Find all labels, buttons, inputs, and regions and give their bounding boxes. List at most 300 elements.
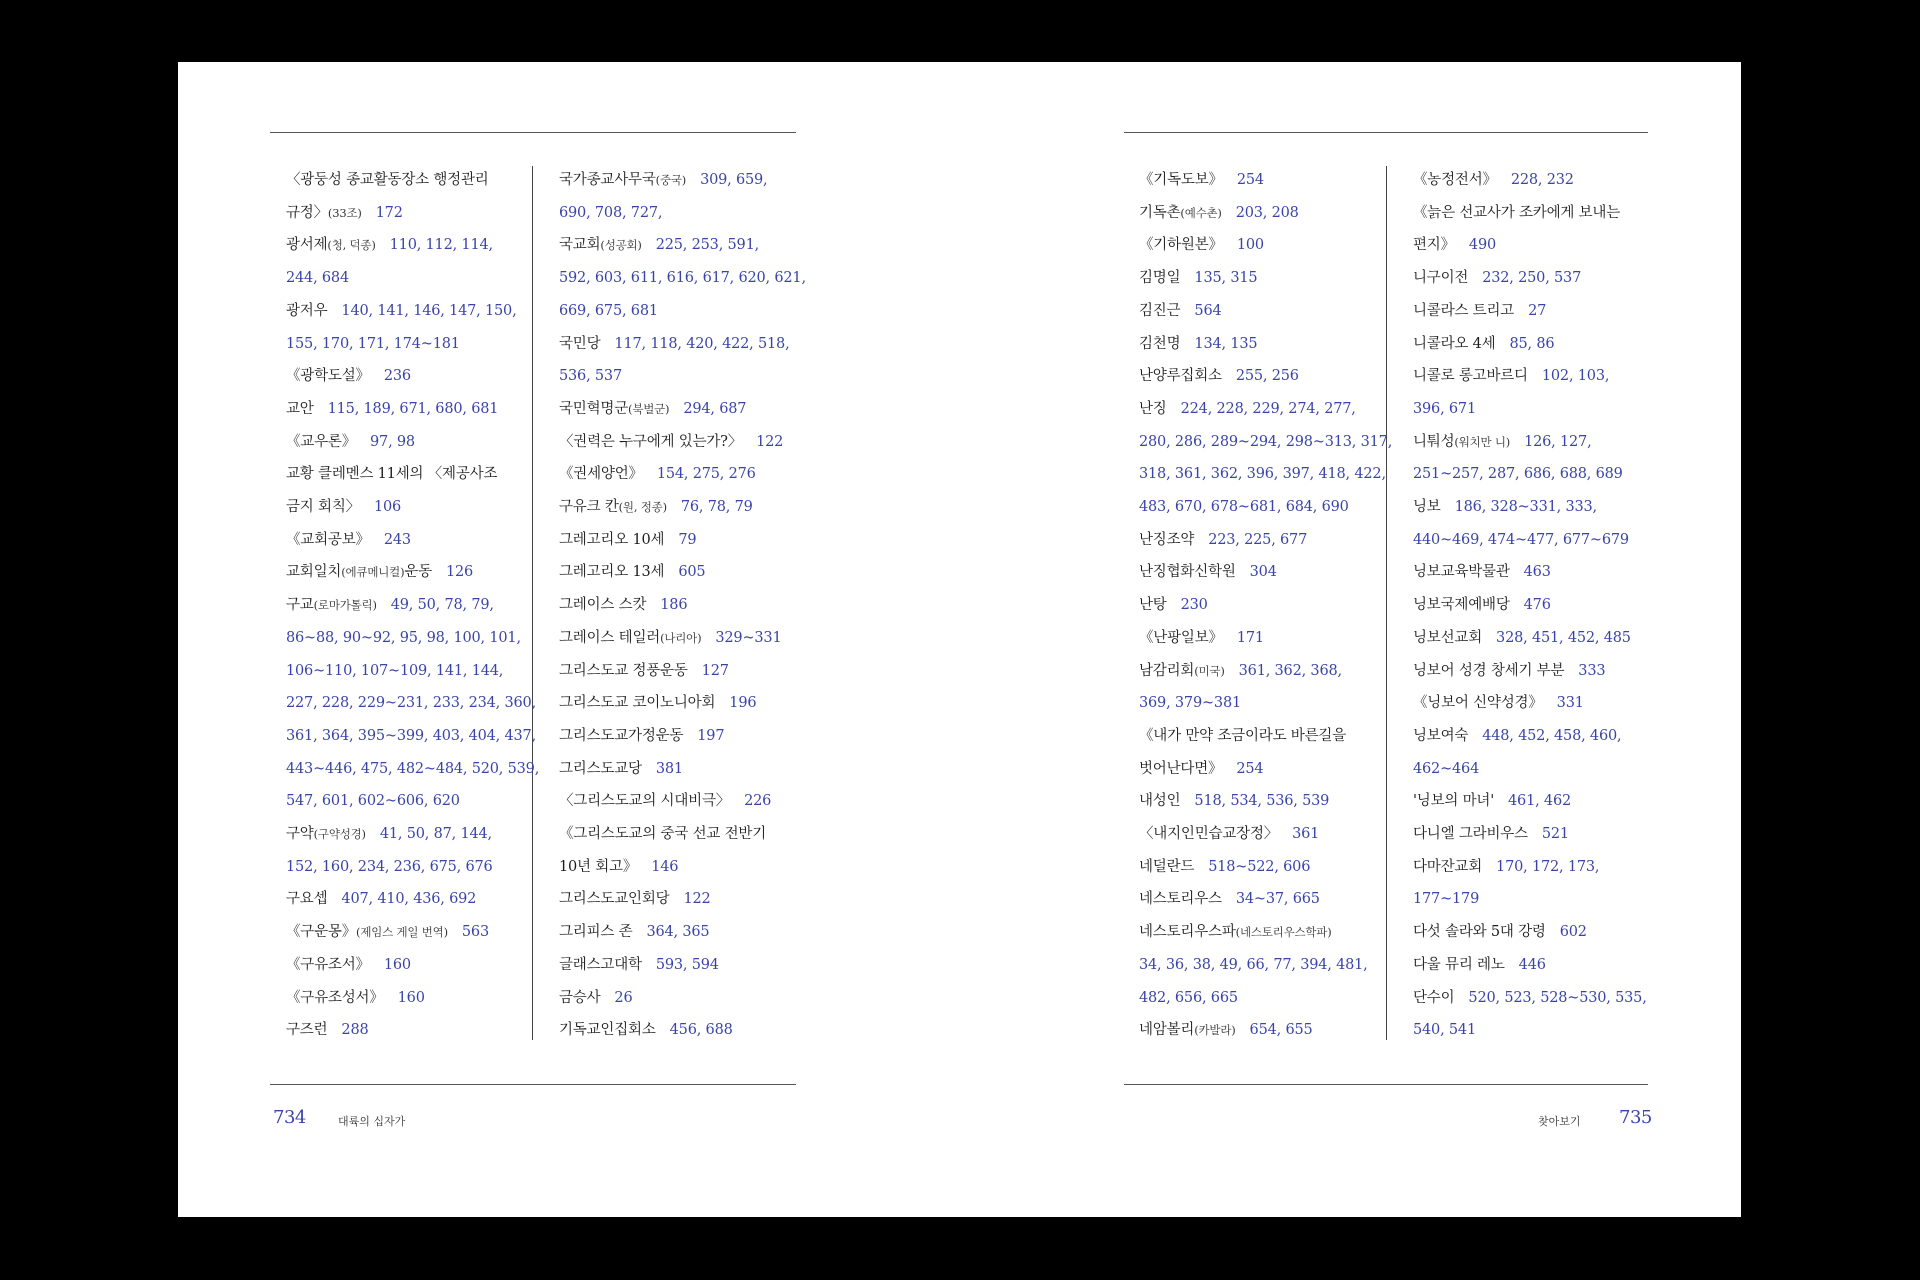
page-refs: 520, 523, 528~530, 535, <box>1468 989 1647 1006</box>
page-refs: 85, 86 <box>1509 335 1555 352</box>
index-term: 네암볼리 <box>1139 1022 1195 1039</box>
index-entry <box>286 982 546 1015</box>
index-term: 구요셉 <box>286 891 328 908</box>
index-entry <box>559 720 819 753</box>
index-entry <box>559 262 819 295</box>
page-refs: 518~522, 606 <box>1208 858 1311 875</box>
page-refs: 203, 208 <box>1235 204 1299 221</box>
index-entry <box>559 753 819 786</box>
index-entry <box>1139 295 1399 328</box>
index-term: 닝보 <box>1413 499 1441 516</box>
index-entry <box>559 687 819 720</box>
index-entry <box>286 851 546 884</box>
index-entry <box>1139 687 1399 720</box>
page-refs: 152, 160, 234, 236, 675, 676 <box>286 858 493 875</box>
index-qualifier: (33조) <box>327 205 362 220</box>
index-term: 《교우론》 <box>286 433 357 450</box>
index-term: 니콜라오 4세 <box>1413 335 1496 352</box>
page-refs: 690, 708, 727, <box>559 204 663 221</box>
page-refs: 407, 410, 436, 692 <box>341 891 477 908</box>
index-term: 벗어난다면》 <box>1139 760 1223 777</box>
index-qualifier: (카발라) <box>1194 1023 1236 1038</box>
index-term: 닝보선교회 <box>1413 629 1483 646</box>
index-term: 구약 <box>286 826 314 843</box>
index-entry <box>1413 982 1673 1015</box>
page-refs: 462~464 <box>1413 760 1480 777</box>
index-term: 김천명 <box>1139 335 1181 352</box>
index-entry <box>286 295 546 328</box>
index-qualifier: (성공회) <box>600 238 642 253</box>
index-term: 《구유조성서》 <box>286 989 384 1006</box>
page-refs: 172 <box>375 204 403 221</box>
page-refs: 254 <box>1236 760 1264 777</box>
index-entry <box>1139 622 1399 655</box>
index-qualifier: (로마가톨릭) <box>313 598 377 613</box>
index-term: 《기독도보》 <box>1139 172 1223 188</box>
page-refs: 461, 462 <box>1508 793 1572 810</box>
index-term: 김진근 <box>1139 302 1181 319</box>
page-refs: 170, 172, 173, <box>1496 858 1600 875</box>
index-entry <box>559 851 819 884</box>
page-refs: 361, 362, 368, <box>1238 662 1342 679</box>
index-term: 난양루집회소 <box>1139 368 1222 385</box>
index-entry <box>1139 556 1399 589</box>
index-entry <box>559 655 819 688</box>
index-term: 《그리스도교의 중국 선교 전반기 <box>559 826 767 843</box>
right-top-rule <box>1124 132 1648 133</box>
index-term: 〈광둥성 종교활동장소 행정관리 <box>286 172 489 188</box>
index-entry <box>1139 982 1399 1015</box>
page-refs: 106 <box>373 499 402 516</box>
left-col-2 <box>559 164 819 1047</box>
page-refs: 177~179 <box>1413 891 1480 908</box>
index-entry <box>559 785 819 818</box>
index-entry <box>286 491 546 524</box>
index-entry <box>1139 197 1399 230</box>
index-term: 구교 <box>286 597 314 614</box>
index-entry <box>286 589 546 622</box>
index-entry <box>1413 1014 1673 1047</box>
index-term: 그리스도교 코이노니아회 <box>559 695 716 712</box>
index-entry <box>1139 328 1399 361</box>
index-entry <box>559 426 819 459</box>
index-entry <box>1413 229 1673 262</box>
index-term: 《광학도설》 <box>286 368 370 385</box>
index-entry <box>286 328 546 361</box>
index-entry <box>1413 851 1673 884</box>
index-term: 김명일 <box>1139 270 1181 287</box>
index-term-suffix: 운동 <box>404 564 432 581</box>
page-refs: 126 <box>445 564 474 581</box>
page-refs: 225, 253, 591, <box>655 237 760 254</box>
index-term: 그레이스 스캇 <box>559 597 647 614</box>
page-refs: 160 <box>383 956 411 973</box>
index-qualifier: (에큐메니컬) <box>341 565 405 580</box>
index-qualifier: (제임스 게일 번역) <box>356 925 448 940</box>
index-term: 10년 회고》 <box>559 858 638 875</box>
index-entry <box>286 949 546 982</box>
index-entry <box>1139 655 1399 688</box>
index-entry <box>559 883 819 916</box>
index-entry <box>1413 393 1673 426</box>
page-refs: 102, 103, <box>1541 368 1610 385</box>
index-term: 《구유조서》 <box>286 956 370 973</box>
index-entry <box>286 360 546 393</box>
page-refs: 230 <box>1180 597 1208 614</box>
index-term: 금승사 <box>559 989 601 1006</box>
right-col-1 <box>1139 164 1399 1047</box>
page-refs: 243 <box>383 531 411 548</box>
index-entry <box>1413 720 1673 753</box>
index-entry <box>1413 589 1673 622</box>
index-entry <box>559 328 819 361</box>
page-refs: 34~37, 665 <box>1235 891 1320 908</box>
index-term: 《구운몽》 <box>286 924 357 941</box>
page-refs: 34, 36, 38, 49, 66, 77, 394, 481, <box>1139 956 1368 973</box>
page-refs: 369, 379~381 <box>1139 695 1241 712</box>
index-entry <box>559 164 819 197</box>
page-refs: 605 <box>678 564 706 581</box>
page-refs: 251~257, 287, 686, 688, 689 <box>1413 466 1623 483</box>
index-qualifier: (예수촌) <box>1180 205 1222 220</box>
index-term: 그리스도교당 <box>559 760 642 777</box>
page-refs: 26 <box>614 989 633 1006</box>
index-term: 편지》 <box>1413 237 1455 254</box>
page-refs: 86~88, 90~92, 95, 98, 100, 101, <box>286 629 521 646</box>
index-term: 《권세양언》 <box>559 466 643 483</box>
page-refs: 396, 671 <box>1413 400 1476 417</box>
index-qualifier: (청, 덕종) <box>327 238 376 253</box>
index-term: 닝보여숙 <box>1413 727 1469 744</box>
index-entry <box>559 1014 819 1047</box>
index-entry <box>559 393 819 426</box>
page-refs: 186 <box>660 597 688 614</box>
page-refs: 463 <box>1523 564 1551 581</box>
index-entry <box>286 655 546 688</box>
index-term: 교황 클레멘스 11세의 〈제공사조 <box>286 466 498 483</box>
page-refs: 547, 601, 602~606, 620 <box>286 793 460 810</box>
index-entry <box>286 393 546 426</box>
index-term: 난탕 <box>1139 597 1167 614</box>
index-entry <box>1139 229 1399 262</box>
index-term: 다울 뮤리 레노 <box>1413 956 1505 973</box>
index-qualifier: (원, 정종) <box>618 500 667 515</box>
index-term: 다마잔교회 <box>1413 858 1483 875</box>
index-term: 기독촌 <box>1139 204 1181 221</box>
index-entry <box>286 458 546 491</box>
index-term: 다섯 솔라와 5대 강령 <box>1413 924 1546 941</box>
page-refs: 448, 452, 458, 460, <box>1482 727 1622 744</box>
index-entry <box>1413 818 1673 851</box>
index-term: 국교회 <box>559 237 601 254</box>
page-refs: 592, 603, 611, 616, 617, 620, 621, <box>559 270 806 287</box>
page-refs: 654, 655 <box>1249 1022 1313 1039</box>
index-entry <box>1139 426 1399 459</box>
index-term: 그리스도교 정풍운동 <box>559 662 688 679</box>
index-entry <box>1139 262 1399 295</box>
index-entry <box>1139 720 1399 753</box>
page-refs: 563 <box>461 924 489 941</box>
page-refs: 227, 228, 229~231, 233, 234, 360, <box>286 695 536 712</box>
index-term: 난징조약 <box>1139 531 1195 548</box>
page-refs: 329~331 <box>715 629 782 646</box>
left-running-title: 대륙의 십자가 <box>338 1115 406 1128</box>
page-refs: 476 <box>1523 597 1551 614</box>
left-bottom-rule <box>270 1084 796 1085</box>
index-term: 네스토리우스 <box>1139 891 1222 908</box>
index-entry <box>1139 851 1399 884</box>
page-refs: 361 <box>1292 826 1320 843</box>
page-refs: 146 <box>651 858 679 875</box>
page-refs: 100 <box>1236 237 1264 254</box>
index-entry <box>559 295 819 328</box>
page-refs: 228, 232 <box>1510 172 1574 188</box>
index-entry <box>1139 491 1399 524</box>
page-refs: 106~110, 107~109, 141, 144, <box>286 662 504 679</box>
page-refs: 294, 687 <box>683 400 747 417</box>
page-refs: 521 <box>1541 826 1569 843</box>
page-refs: 288 <box>341 1022 369 1039</box>
page-refs: 255, 256 <box>1235 368 1299 385</box>
page-refs: 115, 189, 671, 680, 681 <box>327 400 499 417</box>
index-qualifier: (워치만 니) <box>1454 434 1511 449</box>
index-entry <box>1413 524 1673 557</box>
index-term: 구즈런 <box>286 1022 328 1039</box>
page-refs: 110, 112, 114, <box>389 237 493 254</box>
index-term: 《농정전서》 <box>1413 172 1497 188</box>
index-term: 광서제 <box>286 237 328 254</box>
page-refs: 536, 537 <box>559 368 622 385</box>
index-entry <box>286 687 546 720</box>
page-refs: 122 <box>683 891 711 908</box>
index-term: 기독교인집회소 <box>559 1022 656 1039</box>
index-entry <box>286 916 546 949</box>
index-term: 《닝보어 신약성경》 <box>1413 695 1543 712</box>
index-term: 《기하원본》 <box>1139 237 1223 254</box>
index-term: 다니엘 그라비우스 <box>1413 826 1528 843</box>
index-term: 네덜란드 <box>1139 858 1195 875</box>
page-refs: 186, 328~331, 333, <box>1454 499 1597 516</box>
page-refs: 318, 361, 362, 396, 397, 418, 422, <box>1139 466 1386 483</box>
page-refs: 226 <box>744 793 772 810</box>
index-term: 니퉈성 <box>1413 433 1455 450</box>
index-term: 《내가 만약 조금이라도 바른길을 <box>1139 727 1347 744</box>
index-entry <box>559 491 819 524</box>
index-entry <box>1139 949 1399 982</box>
page-refs: 236 <box>383 368 411 385</box>
right-col-2 <box>1413 164 1673 1047</box>
index-entry <box>286 164 546 197</box>
index-term: '닝보의 마녀' <box>1413 793 1495 810</box>
index-entry <box>1139 589 1399 622</box>
index-entry <box>559 949 819 982</box>
index-entry <box>1139 753 1399 786</box>
index-term: 니구이전 <box>1413 270 1469 287</box>
page-refs: 254 <box>1236 172 1264 188</box>
index-entry <box>1413 458 1673 491</box>
index-term: 구유크 칸 <box>559 499 619 516</box>
page-refs: 171 <box>1236 629 1264 646</box>
page-refs: 456, 688 <box>669 1022 733 1039</box>
index-entry <box>1413 556 1673 589</box>
index-term: 〈내지인민습교장정〉 <box>1139 826 1279 843</box>
page-refs: 97, 98 <box>370 433 415 450</box>
right-bottom-rule <box>1124 1084 1648 1085</box>
index-entry <box>286 622 546 655</box>
left-page-number: 734 <box>273 1107 306 1128</box>
index-entry <box>1139 916 1399 949</box>
index-term: 국민혁명군 <box>559 400 629 417</box>
index-term: 그레고리오 13세 <box>559 564 665 581</box>
page-refs: 140, 141, 146, 147, 150, <box>341 302 517 319</box>
index-entry <box>1413 883 1673 916</box>
right-running-title: 찾아보기 <box>1538 1115 1581 1128</box>
index-entry <box>286 229 546 262</box>
index-term: 그레고리오 10세 <box>559 531 665 548</box>
index-entry <box>286 556 546 589</box>
left-top-rule <box>270 132 796 133</box>
index-entry <box>1413 753 1673 786</box>
page-refs: 155, 170, 171, 174~181 <box>286 335 460 352</box>
index-entry <box>286 524 546 557</box>
page-refs: 244, 684 <box>286 270 349 287</box>
index-entry <box>1139 785 1399 818</box>
index-entry <box>1413 491 1673 524</box>
page-refs: 440~469, 474~477, 677~679 <box>1413 531 1629 548</box>
index-entry <box>559 197 819 230</box>
index-entry <box>1413 655 1673 688</box>
index-qualifier: (네스토리우스학파) <box>1235 925 1332 940</box>
index-entry <box>559 622 819 655</box>
index-entry <box>1413 328 1673 361</box>
index-entry <box>559 458 819 491</box>
index-term: 닝보국제예배당 <box>1413 597 1510 614</box>
page-refs: 333 <box>1578 662 1606 679</box>
index-term: 니콜로 롱고바르디 <box>1413 368 1528 385</box>
index-entry <box>559 818 819 851</box>
index-entry <box>559 916 819 949</box>
page-refs: 196 <box>729 695 757 712</box>
index-term: 〈그리스도교의 시대비극〉 <box>559 793 731 810</box>
index-entry <box>1413 622 1673 655</box>
index-entry <box>1139 883 1399 916</box>
page-refs: 49, 50, 78, 79, <box>390 597 494 614</box>
index-term: 난징협화신학원 <box>1139 564 1236 581</box>
page-refs: 76, 78, 79 <box>680 499 753 516</box>
index-term: 〈권력은 누구에게 있는가?〉 <box>559 433 743 450</box>
page-refs: 602 <box>1559 924 1587 941</box>
index-term: 닝보교육박물관 <box>1413 564 1510 581</box>
page-refs: 154, 275, 276 <box>656 466 756 483</box>
page-refs: 223, 225, 677 <box>1208 531 1308 548</box>
index-term: 그리스도교인회당 <box>559 891 670 908</box>
index-entry <box>559 589 819 622</box>
page-refs: 224, 228, 229, 274, 277, <box>1180 400 1356 417</box>
index-entry <box>559 360 819 393</box>
page-refs: 540, 541 <box>1413 1022 1476 1039</box>
page-refs: 304 <box>1249 564 1277 581</box>
index-entry <box>1139 458 1399 491</box>
index-term: 광저우 <box>286 302 328 319</box>
index-entry <box>1413 426 1673 459</box>
index-term: 교회일치 <box>286 564 342 581</box>
index-term: 그리피스 존 <box>559 924 633 941</box>
index-entry <box>286 197 546 230</box>
index-entry <box>1139 818 1399 851</box>
page-refs: 41, 50, 87, 144, <box>379 826 492 843</box>
page-refs: 669, 675, 681 <box>559 302 658 319</box>
index-term: 난징 <box>1139 400 1167 417</box>
index-qualifier: (구약성경) <box>313 827 366 842</box>
index-entry <box>286 883 546 916</box>
page-refs: 518, 534, 536, 539 <box>1194 793 1330 810</box>
index-qualifier: (북벌군) <box>628 401 670 416</box>
page-refs: 381 <box>655 760 683 777</box>
index-term: 단수이 <box>1413 989 1455 1006</box>
page-refs: 280, 286, 289~294, 298~313, 317, <box>1139 433 1393 450</box>
page-refs: 117, 118, 420, 422, 518, <box>614 335 790 352</box>
page-refs: 79 <box>678 531 697 548</box>
page-refs: 122 <box>756 433 784 450</box>
index-term: 네스토리우스파 <box>1139 924 1236 941</box>
page-refs: 443~446, 475, 482~484, 520, 539, <box>286 760 540 777</box>
index-entry <box>1413 360 1673 393</box>
index-entry <box>1139 1014 1399 1047</box>
page-refs: 134, 135 <box>1194 335 1258 352</box>
index-entry <box>286 753 546 786</box>
page-refs: 482, 656, 665 <box>1139 989 1238 1006</box>
index-entry <box>286 426 546 459</box>
index-term: 《난팡일보》 <box>1139 629 1223 646</box>
index-entry <box>286 1014 546 1047</box>
index-entry <box>1413 164 1673 197</box>
index-entry <box>559 524 819 557</box>
page-refs: 331 <box>1556 695 1584 712</box>
page-refs: 564 <box>1194 302 1222 319</box>
page-refs: 27 <box>1528 302 1547 319</box>
index-term: 《늙은 선교사가 조카에게 보내는 <box>1413 204 1621 221</box>
index-entry <box>1413 295 1673 328</box>
index-entry <box>1413 785 1673 818</box>
page-refs: 593, 594 <box>655 956 719 973</box>
page-refs: 483, 670, 678~681, 684, 690 <box>1139 499 1349 516</box>
index-entry <box>559 229 819 262</box>
index-entry <box>1413 687 1673 720</box>
page-refs: 160 <box>397 989 425 1006</box>
index-term: 교안 <box>286 400 314 417</box>
index-term: 금지 회칙〉 <box>286 499 360 516</box>
index-term: 규정〉 <box>286 204 328 221</box>
page-refs: 328, 451, 452, 485 <box>1496 629 1631 646</box>
index-entry <box>559 982 819 1015</box>
page-refs: 364, 365 <box>646 924 710 941</box>
index-entry <box>559 556 819 589</box>
index-term: 글래스고대학 <box>559 956 642 973</box>
index-term: 국민당 <box>559 335 601 352</box>
index-term: 《교회공보》 <box>286 531 370 548</box>
index-entry <box>286 785 546 818</box>
index-term: 내성인 <box>1139 793 1181 810</box>
index-entry <box>286 720 546 753</box>
right-page-number: 735 <box>1619 1107 1652 1128</box>
index-qualifier: (미국) <box>1194 663 1225 678</box>
index-term: 닝보어 성경 창세기 부분 <box>1413 662 1565 679</box>
index-entry <box>286 262 546 295</box>
index-entry <box>1413 197 1673 230</box>
book-spread <box>178 62 1741 1217</box>
page-refs: 197 <box>697 727 725 744</box>
index-term: 니콜라스 트리고 <box>1413 302 1515 319</box>
